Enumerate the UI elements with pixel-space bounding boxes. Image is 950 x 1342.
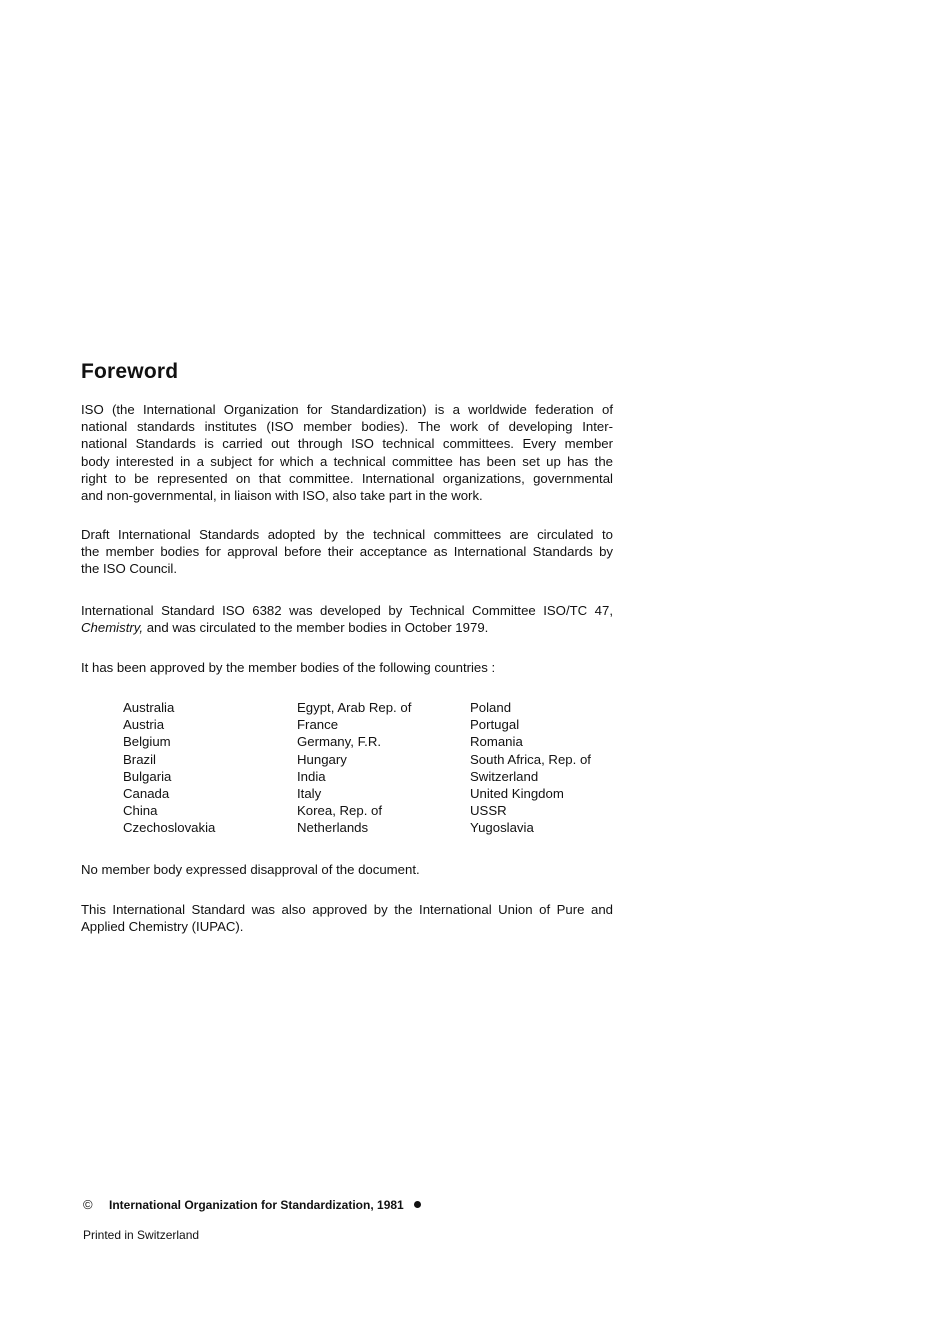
paragraph-iupac-approval [81, 901, 613, 935]
country-item: Romania [470, 734, 523, 750]
text-line: body interested in a subject for which a technical committee has been set up has the [81, 453, 613, 469]
copyright-text: International Organization for Standardization, 1981 [109, 1198, 404, 1212]
country-item: Poland [470, 700, 512, 715]
countries-column-1 [123, 699, 215, 837]
country-item: Bulgaria [123, 768, 172, 784]
copyright-notice [83, 1197, 421, 1212]
text-line: the member bodies for approval before their acceptance as International Standards by [81, 544, 613, 560]
paragraph-no-disapproval [81, 861, 613, 878]
text-line: This International Standard was also approved by the International Union of Pure and [81, 902, 613, 917]
paragraph-standard-origin [81, 602, 613, 636]
text-line: national Standards is carried out through ISO technical committees. Every member [81, 436, 613, 452]
country-item: USSR [470, 803, 507, 819]
country-item: Portugal [470, 717, 520, 733]
paragraph-draft-standards [81, 526, 613, 578]
country-item: Germany, F.R. [297, 734, 382, 750]
countries-column-2 [297, 699, 411, 837]
text-line: national standards institutes (ISO member bodies). The work of developing Inter- [81, 419, 613, 435]
text-line: right to be represented on that committee. International organizations, governmental [81, 470, 613, 486]
text-line: ISO (the International Organization for Standardization) is a worldwide federation of [81, 402, 613, 417]
country-item: Italy [297, 785, 322, 801]
country-item: Czechoslovakia [123, 820, 216, 836]
country-item: Austria [123, 717, 165, 733]
page-title: Foreword [81, 360, 179, 383]
paragraph-iso-intro [81, 401, 613, 504]
country-item: Korea, Rep. of [297, 803, 383, 819]
text-line: Applied Chemistry (IUPAC). [81, 919, 244, 935]
country-item: Netherlands [297, 820, 369, 836]
text-line: and non-governmental, in liaison with ISO, also take part in the work. [81, 488, 483, 504]
country-item: China [123, 803, 158, 819]
country-item: Australia [123, 700, 175, 715]
country-item: Yugoslavia [470, 820, 534, 836]
text-line [81, 619, 613, 636]
text-line: It has been approved by the member bodies of the following countries : [81, 660, 496, 675]
text-line: Draft International Standards adopted by the technical committees are circulated to [81, 527, 613, 542]
country-item: Hungary [297, 751, 347, 767]
country-item: South Africa, Rep. of [470, 751, 591, 767]
text-line: the ISO Council. [81, 561, 178, 577]
text-fragment: and was circulated to the member bodies in October 1979. [143, 620, 489, 636]
text-line: No member body expressed disapproval of the document. [81, 862, 420, 877]
printed-location: Printed in Switzerland [83, 1228, 200, 1242]
text-line: International Standard ISO 6382 was developed by Technical Committee ISO/TC 47, [81, 603, 613, 618]
committee-name: Chemistry, [81, 620, 144, 636]
country-item: United Kingdom [470, 785, 564, 801]
countries-column-3 [470, 699, 591, 837]
country-item: Egypt, Arab Rep. of [297, 700, 412, 715]
country-item: Canada [123, 785, 170, 801]
copyright-icon: © [83, 1197, 93, 1212]
country-item: Brazil [123, 751, 156, 767]
paragraph-approval-intro [81, 659, 613, 676]
country-item: France [297, 717, 339, 733]
bullet-dot-icon [414, 1201, 421, 1208]
country-item: India [297, 768, 326, 784]
country-item: Switzerland [470, 768, 539, 784]
country-item: Belgium [123, 734, 171, 750]
